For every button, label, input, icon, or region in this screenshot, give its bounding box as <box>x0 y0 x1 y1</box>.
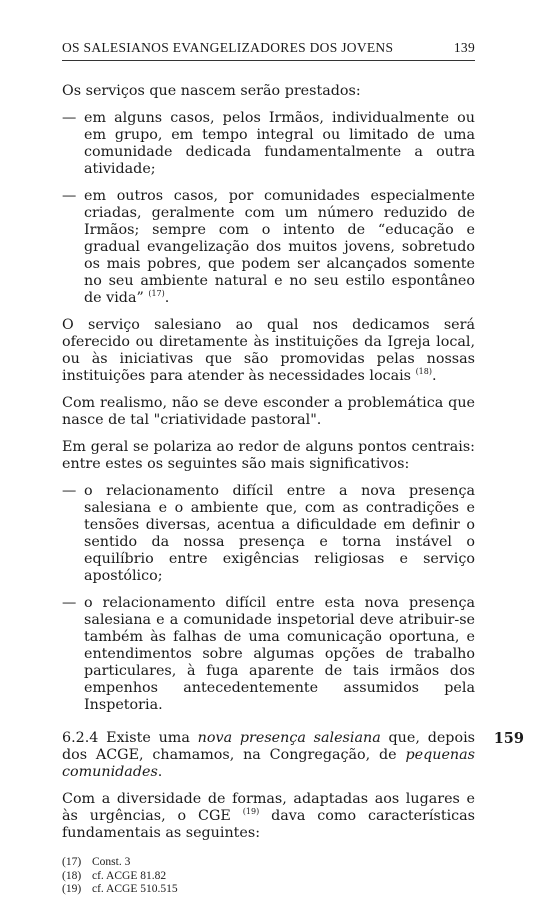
header-title: OS SALESIANOS EVANGELIZADORES DOS JOVENS <box>62 40 394 55</box>
paragraph-realism: Com realismo, não se deve esconder a problemática que nasce de tal "criatividade pastoral". <box>62 395 475 428</box>
paragraph-general: Em geral se polariza ao redor de alguns pontos centrais: entre estes os seguintes são mais significativos: <box>62 439 475 472</box>
body-text <box>62 83 524 842</box>
margin-paragraph-number: 159 <box>493 730 524 747</box>
paragraph-service-text: O serviço salesiano ao qual nos dedicamos será oferecido ou diretamente às instituições da Igreja local, ou às iniciativas que são promovidas pelas nossas instituições para atender às necessidades locais <box>62 317 475 384</box>
list-item-text: em alguns casos, pelos Irmãos, individualmente ou em grupo, em tempo integral ou limitado de uma comunidade dedicada fundamentalmente a outra atividade; <box>84 110 475 177</box>
dash-bullet: — <box>62 110 77 126</box>
paragraph-diversity <box>62 791 475 842</box>
section-text-c: . <box>157 764 163 780</box>
list-item <box>62 595 475 714</box>
footnote-text: Const. 3 <box>92 856 131 868</box>
footnote-number: (17) <box>62 856 82 868</box>
list-item-text <box>84 188 475 307</box>
footnote-ref: (19) <box>242 807 260 816</box>
dash-bullet: — <box>62 188 77 204</box>
paragraph-service-end: . <box>431 368 437 384</box>
paragraph-intro: Os serviços que nascem serão prestados: <box>62 83 361 99</box>
list-item-end: . <box>164 290 170 306</box>
footnote <box>62 870 475 884</box>
list-item <box>62 483 475 585</box>
section-italic: pequenas comunidades <box>62 747 475 780</box>
list-item-text: o relacionamento difícil entre esta nova presença salesiana e a comunidade inspetorial deve atribuir-se também às falhas de uma comunicação oportuna, e entendimentos sobre algumas opções de trabalho particulares, à fuga aparente de tais irmãos dos empenhos antecedentemente assumidos pela Inspetoria. <box>84 595 475 713</box>
paragraph-section <box>62 730 524 781</box>
footnote-number: (19) <box>62 883 82 895</box>
list-item <box>62 110 475 178</box>
list-item-text-part: em outros casos, por comunidades especialmente criadas, geralmente com um número reduzido de Irmãos; sempre com o intento de “educação e gradual evangelização dos muitos jovens, sobretudo os mais pobres, que podem ser alcançados somente no seu ambiente natural e no seu estilo espontâneo de vida” <box>84 188 475 306</box>
section-italic: nova presença salesiana <box>197 730 381 746</box>
footnotes <box>62 856 475 897</box>
footnote-ref: (18) <box>415 367 432 376</box>
page-number: 139 <box>453 40 475 55</box>
diversity-text-b: dava como características fundamentais as seguintes: <box>62 808 476 841</box>
paragraph-service <box>62 317 475 385</box>
section-text-a: 6.2.4 Existe uma <box>62 730 190 746</box>
footnote <box>62 883 475 897</box>
dash-bullet: — <box>62 483 77 499</box>
running-header <box>62 40 475 61</box>
footnote-ref: (17) <box>148 289 165 298</box>
footnote-number: (18) <box>62 869 82 882</box>
section-text-b: que, depois dos ACGE, chamamos, na Congregação, de <box>62 730 475 763</box>
list-item <box>62 188 475 307</box>
footnote <box>62 856 475 870</box>
diversity-text-a: Com a diversidade de formas, adaptadas aos lugares e às urgências, o CGE <box>62 791 475 824</box>
footnote-text: cf. ACGE 81.82 <box>92 869 167 882</box>
book-page <box>62 40 524 897</box>
dash-bullet: — <box>62 595 77 611</box>
footnote-text: cf. ACGE 510.515 <box>92 883 178 895</box>
list-item-text: o relacionamento difícil entre a nova presença salesiana e o ambiente que, com as contradições e tensões diversas, acentua a dificuldade em definir o sentido da nossa presença e torna instável o equilíbrio entre exigências religiosas e serviço apostólico; <box>84 483 475 584</box>
